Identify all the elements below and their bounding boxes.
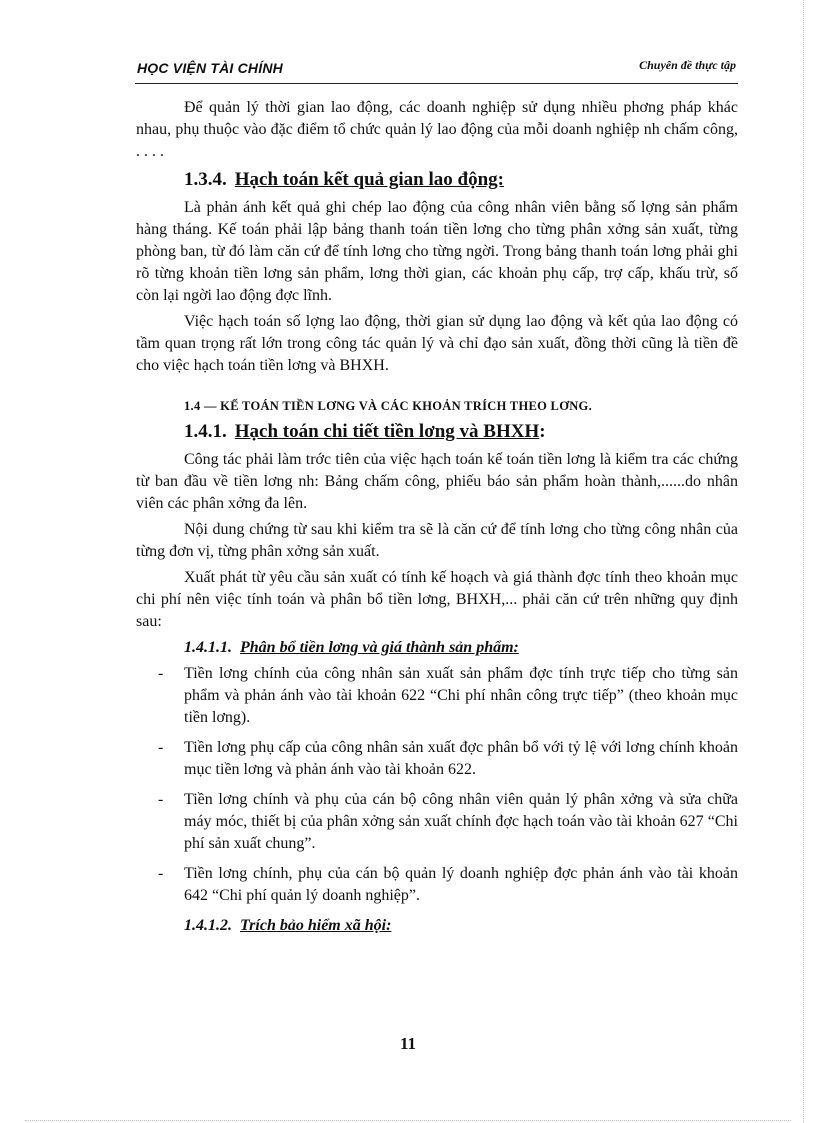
header-document-type: Chuyên đề thực tập xyxy=(639,58,736,72)
page-body xyxy=(136,97,738,941)
header-institution: HỌC VIỆN TÀI CHÍNH xyxy=(137,60,283,76)
bullet-marker: - xyxy=(158,865,164,882)
heading-title: Hạch toán kết quả gian lao động: xyxy=(234,169,504,190)
paragraph: Là phản ánh kết quả ghi chép lao động của công nhân viên bằng số lợng sản phẩm hàng tháng. Kế toán phải lập bảng thanh toán tiền lơng cho từng phân xởng sản xuất, từng phòng ban, từ đó làm căn cứ để tính lơng cho từng ngời. Trong bảng thanh toán lơng phải ghi rõ từng khoản tiền lơng sản phẩm, lơng thời gian, các khoản phụ cấp, trợ cấp, khấu trừ, số còn lại ngời lao động đợc lĩnh. xyxy=(136,199,738,304)
footer-dotted-border xyxy=(25,1120,791,1121)
bullet-marker: - xyxy=(158,791,164,808)
intro-paragraph: Để quản lý thời gian lao động, các doanh nghiệp sử dụng nhiều phơng pháp khác nhau, phụ thuộc vào đặc điểm tổ chức quản lý lao động của mỗi doanh nghiệp nh chấm công, . . . . xyxy=(136,99,738,160)
heading-number: 1.3.4. xyxy=(184,169,227,190)
section-heading-1-4: 1.4 — KẾ TOÁN TIỀN LƠNG VÀ CÁC KHOẢN TRÍCH THEO LƠNG. xyxy=(184,399,592,413)
heading-number: 1.4.1.1. xyxy=(184,639,232,656)
bullet-marker: - xyxy=(158,739,164,756)
heading-title: Trích bảo hiểm xã hội: xyxy=(240,917,392,934)
list-item xyxy=(136,863,738,907)
list-item xyxy=(136,737,738,781)
bullet-marker: - xyxy=(158,665,164,682)
list-item xyxy=(136,789,738,855)
heading-1-4-1-2 xyxy=(184,915,738,937)
heading-1-4-1 xyxy=(184,419,738,445)
heading-title: Phân bổ tiền lơng và giá thành sản phẩm: xyxy=(240,639,519,656)
list-item xyxy=(136,663,738,729)
heading-title: Hạch toán chi tiết tiền lơng và BHXH xyxy=(234,421,540,442)
list-item-text: Tiền lơng chính của công nhân sản xuất sản phẩm đợc tính trực tiếp cho từng sản phẩm và phản ánh vào tài khoản 622 “Chi phí nhân công trực tiếp” (theo khoản mục tiền lơng). xyxy=(184,665,738,726)
side-dotted-border xyxy=(803,0,804,1123)
list-item-text: Tiền lơng chính, phụ của cán bộ quản lý doanh nghiệp đợc phản ánh vào tài khoản 642 “Chi phí quản lý doanh nghiệp”. xyxy=(184,865,738,904)
heading-1-3-4 xyxy=(184,167,738,193)
heading-suffix: : xyxy=(539,421,546,442)
list-item-text: Tiền lơng chính và phụ của cán bộ công nhân viên quản lý phân xởng và sửa chữa máy móc, thiết bị của phân xởng sản xuất chính đợc hạch toán vào tài khoản 627 “Chi phí sản xuất chung”. xyxy=(184,791,738,852)
paragraph: Việc hạch toán số lợng lao động, thời gian sử dụng lao động và kết qủa lao động có tầm quan trọng rất lớn trong công tác quản lý và chỉ đạo sản xuất, đồng thời cũng là tiền đề cho việc hạch toán tiền lơng và BHXH. xyxy=(136,313,738,374)
heading-number: 1.4.1.2. xyxy=(184,917,232,934)
heading-1-4-1-1 xyxy=(184,637,738,659)
header-divider xyxy=(135,83,738,84)
page-number: 11 xyxy=(399,1034,417,1053)
paragraph: Nội dung chứng từ sau khi kiểm tra sẽ là căn cứ để tính lơng cho từng công nhân của từng đơn vị, từng phân xởng sản xuất. xyxy=(136,521,738,560)
bullet-list xyxy=(136,663,738,907)
heading-number: 1.4.1. xyxy=(184,421,227,442)
list-item-text: Tiền lơng phụ cấp của công nhân sản xuất đợc phân bổ với tỷ lệ với lơng chính khoản mục tiền lơng và phản ánh vào tài khoản 622. xyxy=(184,739,738,778)
paragraph: Xuất phát từ yêu cầu sản xuất có tính kế hoạch và giá thành đợc tính theo khoản mục chi phí nên việc tính toán và phân bổ tiền lơng, BHXH,... phải căn cứ trên những quy định sau: xyxy=(136,569,738,630)
paragraph: Công tác phải làm trớc tiên của việc hạch toán kế toán tiền lơng là kiểm tra các chứng từ ban đầu về tiền lơng nh: Bảng chấm công, phiếu báo sản phẩm hoàn thành,......do nhân viên các phân xởng đa lên. xyxy=(136,451,738,512)
